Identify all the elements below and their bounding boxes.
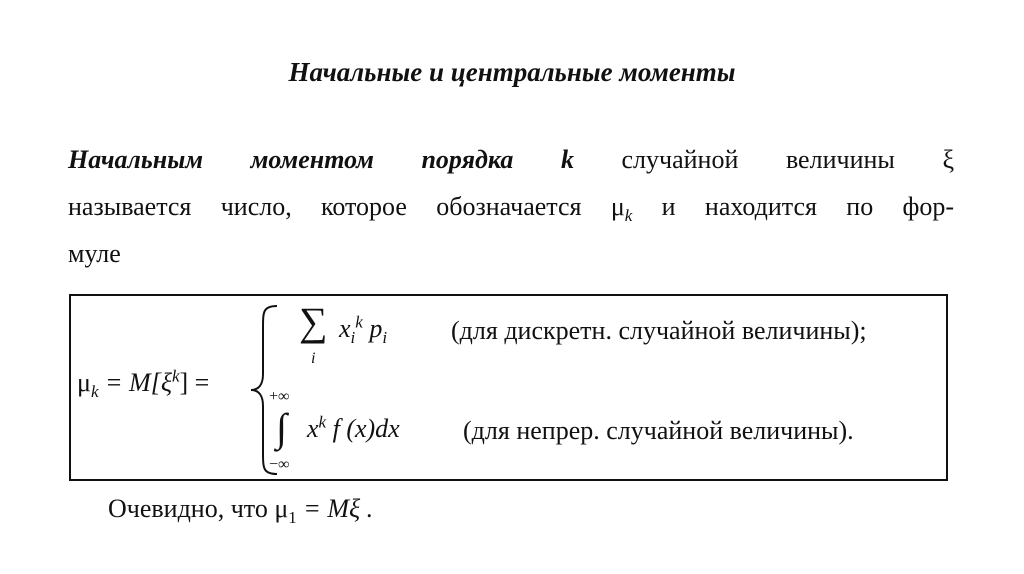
discrete-x: x	[339, 314, 351, 343]
sum-index: i	[311, 350, 316, 367]
formula-box	[69, 294, 948, 481]
definition-line2-end: и находится по фор-	[661, 192, 955, 221]
continuous-expression	[307, 414, 400, 444]
xi-symbol: ξ	[942, 145, 955, 174]
lhs-rest: = M[ξ	[105, 368, 172, 397]
sum-symbol: ∑	[299, 299, 328, 344]
conclusion-text: Очевидно, что	[108, 494, 268, 523]
page-title: Начальные и центральные моменты	[288, 57, 736, 87]
integral-symbol: ∫	[276, 405, 287, 450]
discrete-expression	[339, 312, 388, 348]
definition-line-3: муле	[68, 239, 121, 268]
mu-sub: k	[624, 206, 633, 226]
discrete-sub: i	[350, 328, 356, 348]
lhs-close: ] =	[179, 368, 210, 397]
integral-lower: −∞	[269, 456, 290, 473]
conclusion-mu: μ	[274, 494, 289, 523]
definition-line1-rest: случайной величины	[621, 145, 895, 174]
mu-k-symbol	[610, 192, 633, 226]
formula-lhs	[77, 366, 210, 402]
definition-line-1	[68, 147, 954, 173]
discrete-p-sub: i	[382, 328, 388, 348]
conclusion-rest: = Mξ .	[303, 494, 374, 523]
integral-upper: +∞	[269, 388, 290, 405]
definition-line2-start: называется число, которое обозначается	[68, 192, 582, 221]
continuous-note: (для непрер. случайной величины).	[463, 416, 854, 445]
cont-x: x	[307, 414, 319, 443]
definition-term-k: k	[560, 145, 574, 174]
lhs-sub: k	[90, 382, 99, 402]
discrete-note: (для дискретн. случайной величины);	[451, 316, 867, 345]
lhs-mu: μ	[77, 368, 91, 397]
definition-line-2	[68, 192, 955, 226]
conclusion	[108, 494, 374, 528]
discrete-sup: k	[355, 312, 363, 332]
mu-symbol: μ	[610, 192, 625, 221]
definition-term: Начальным моментом порядка	[68, 145, 514, 174]
discrete-p: p	[369, 314, 383, 343]
lhs-sup: k	[171, 366, 180, 386]
conclusion-sub: 1	[288, 508, 297, 528]
cont-sup: k	[318, 412, 327, 432]
cont-rest: f (x)dx	[332, 414, 400, 443]
